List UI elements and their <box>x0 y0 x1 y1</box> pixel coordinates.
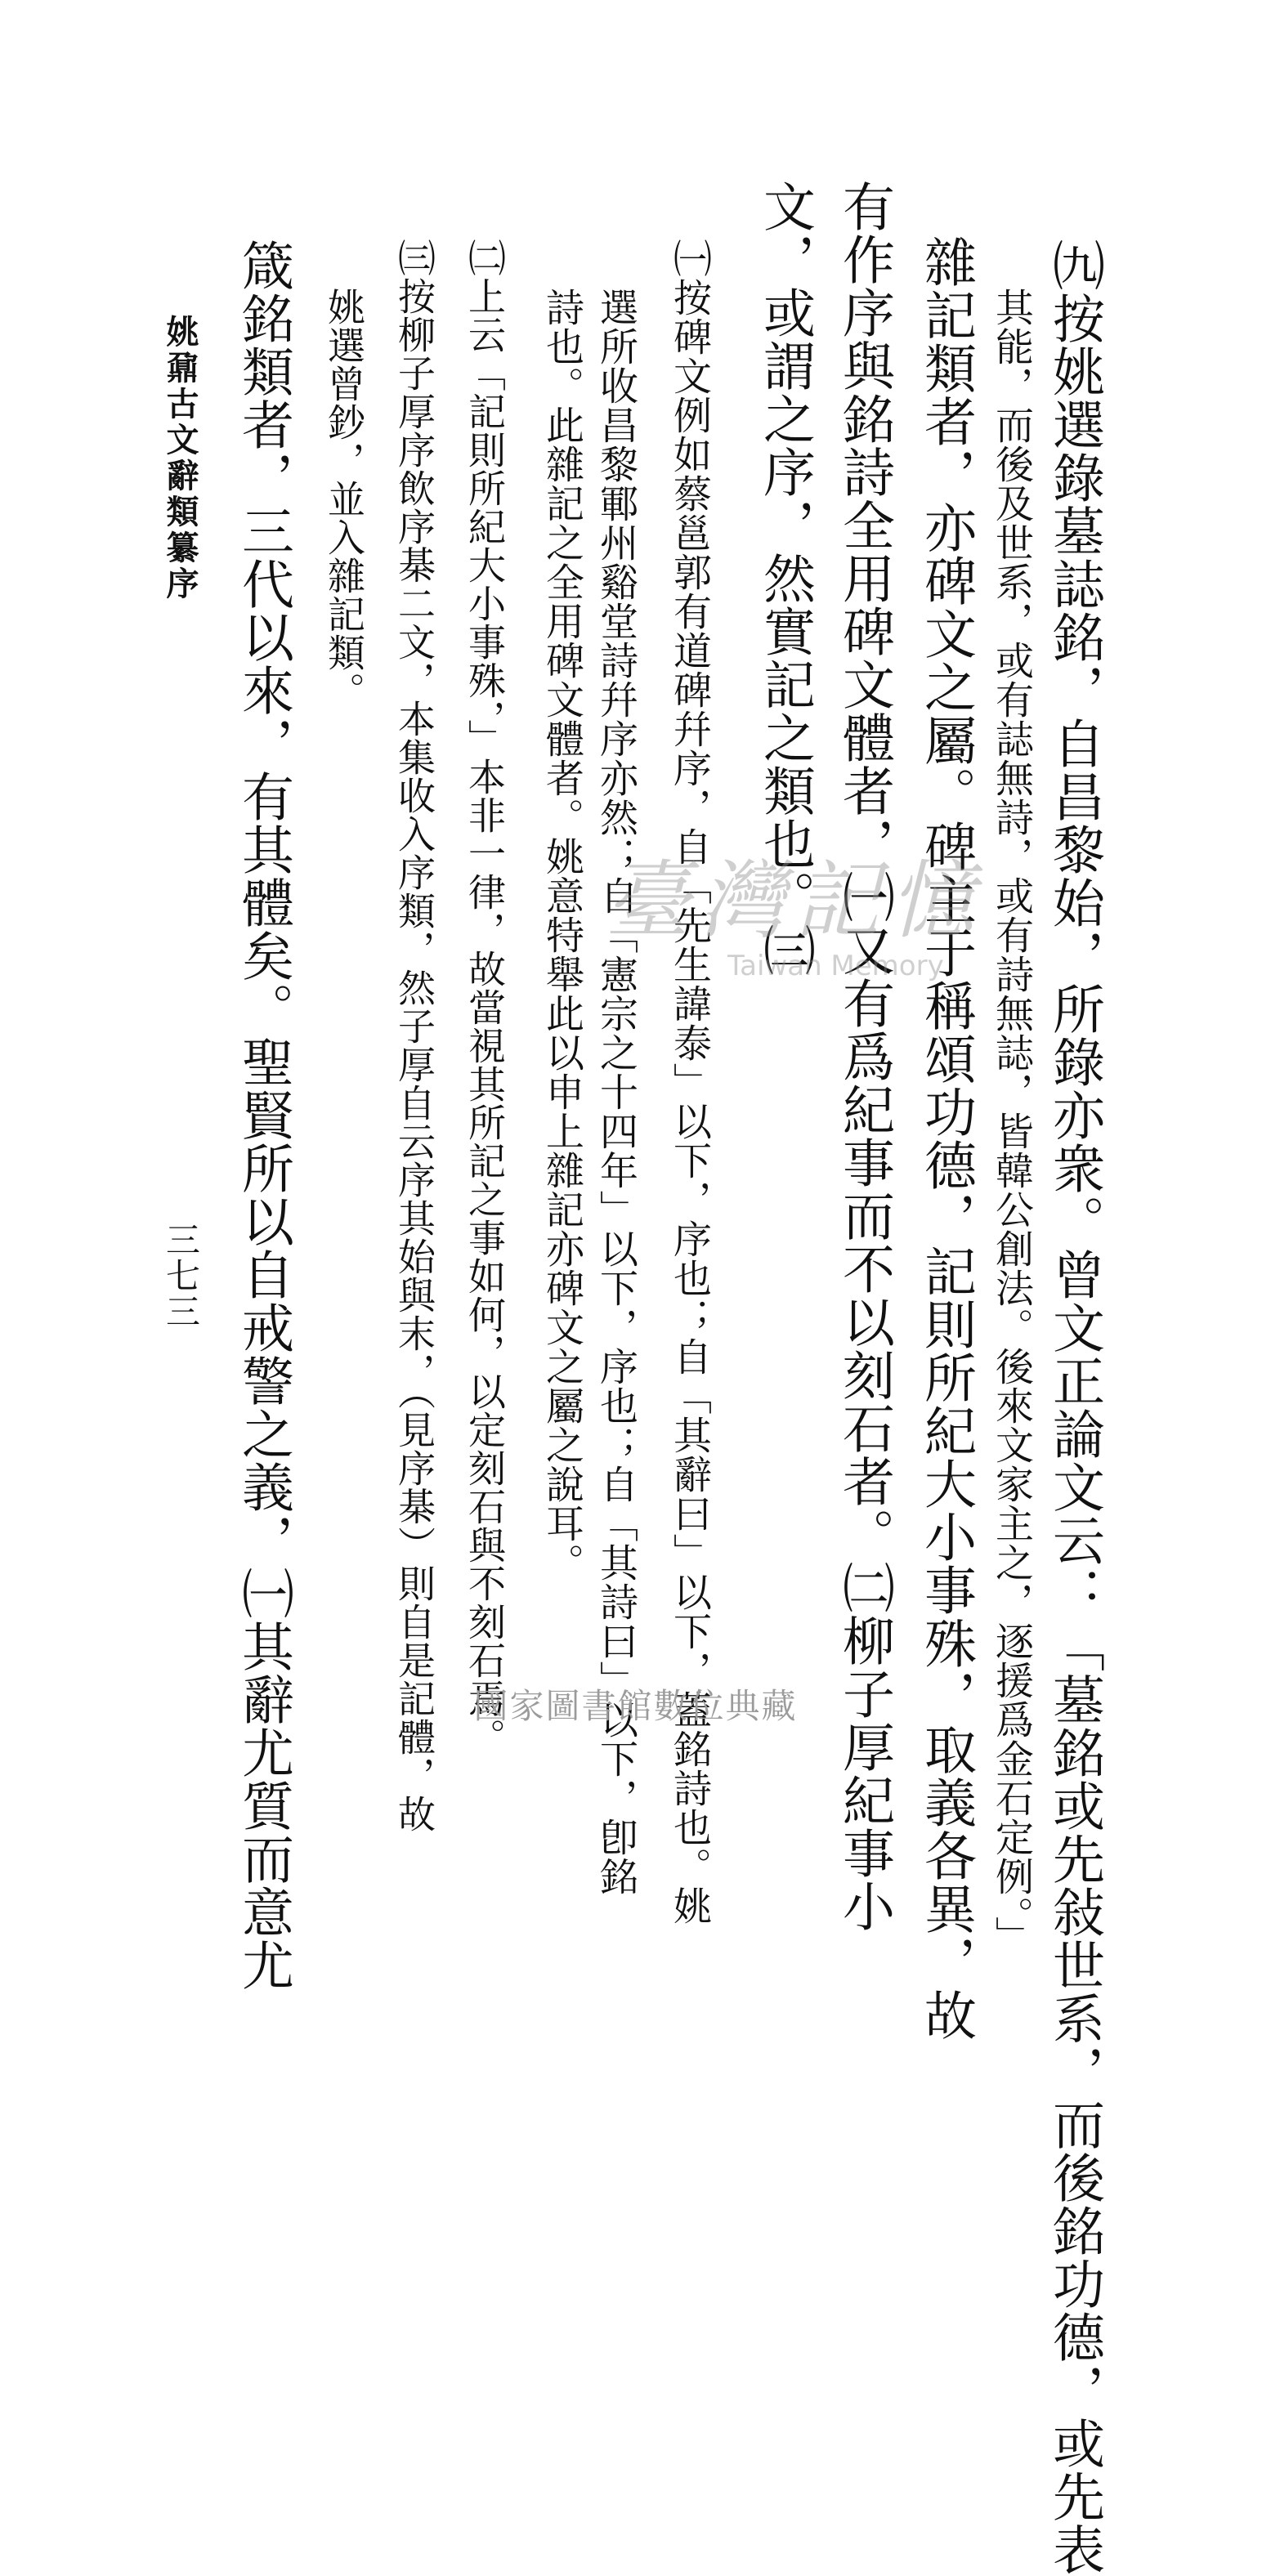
note-column-10: ㈢按柳子厚序飲序棊二文，本集收入序類，然子厚自云序其始與末，（見序棊）則自是記體，故 <box>392 239 436 1833</box>
text-column-5: 文，或謂之序，然實記之類也。㈢ <box>754 180 815 977</box>
note-column-7: 選所收昌黎鄆州谿堂詩幷序亦然；自「憲宗之十四年」以下，序也；自「其詩曰」以下，卽銘 <box>593 288 638 1896</box>
running-header-title: 姚鼐古文辭類纂序 <box>161 315 199 602</box>
collection-footer: 國家圖書館數位典藏 <box>473 1686 798 1726</box>
note-column-2: 其能，而後及世系，或有誌無詩，或有詩無誌，皆韓公創法。後來文家主之，逐援爲金石定例。」 <box>989 288 1034 1956</box>
text-column-3: 雜記類者，亦碑文之屬。碑主于稱頌功德，記則所紀大小事殊，取義各異，故 <box>915 235 976 2042</box>
note-column-8: 詩也。此雜記之全用碑文體者。姚意特舉此以申上雜記亦碑文之屬之說耳。 <box>539 288 584 1582</box>
note-column-6: ㈠按碑文例如蔡邕郭有道碑幷序，自「先生諱泰」以下，序也；自「其辭曰」以下，蓋銘詩也。姚 <box>667 239 712 1925</box>
text-column-4: 有作序與銘詩全用碑文體者，㈠又有爲紀事而不以刻石者。㈡柳子厚紀事小 <box>834 180 894 1933</box>
note-column-11: 姚選曾鈔，並入雜記類。 <box>322 288 366 710</box>
page-number: 三七三 <box>161 1222 201 1330</box>
watermark-english: Taiwan Memory <box>727 950 944 982</box>
watermark-chinese: 臺灣記憶 <box>605 851 985 950</box>
text-column-12: 箴銘類者，三代以來，有其體矣。聖賢所以自戒警之義，㈠其辭尤質而意尤 <box>233 239 293 1992</box>
note-column-9: ㈡上云「記則所紀大小事殊，」本非一律，故當視其所記之事如何，以定刻石與不刻石焉。 <box>463 239 507 1756</box>
note-column-1: ㈨按姚選錄墓誌銘，自昌黎始，所錄亦衆。曾文正論文云：「墓銘或先敍世系，而後銘功德，或先表 <box>1044 239 1104 2576</box>
